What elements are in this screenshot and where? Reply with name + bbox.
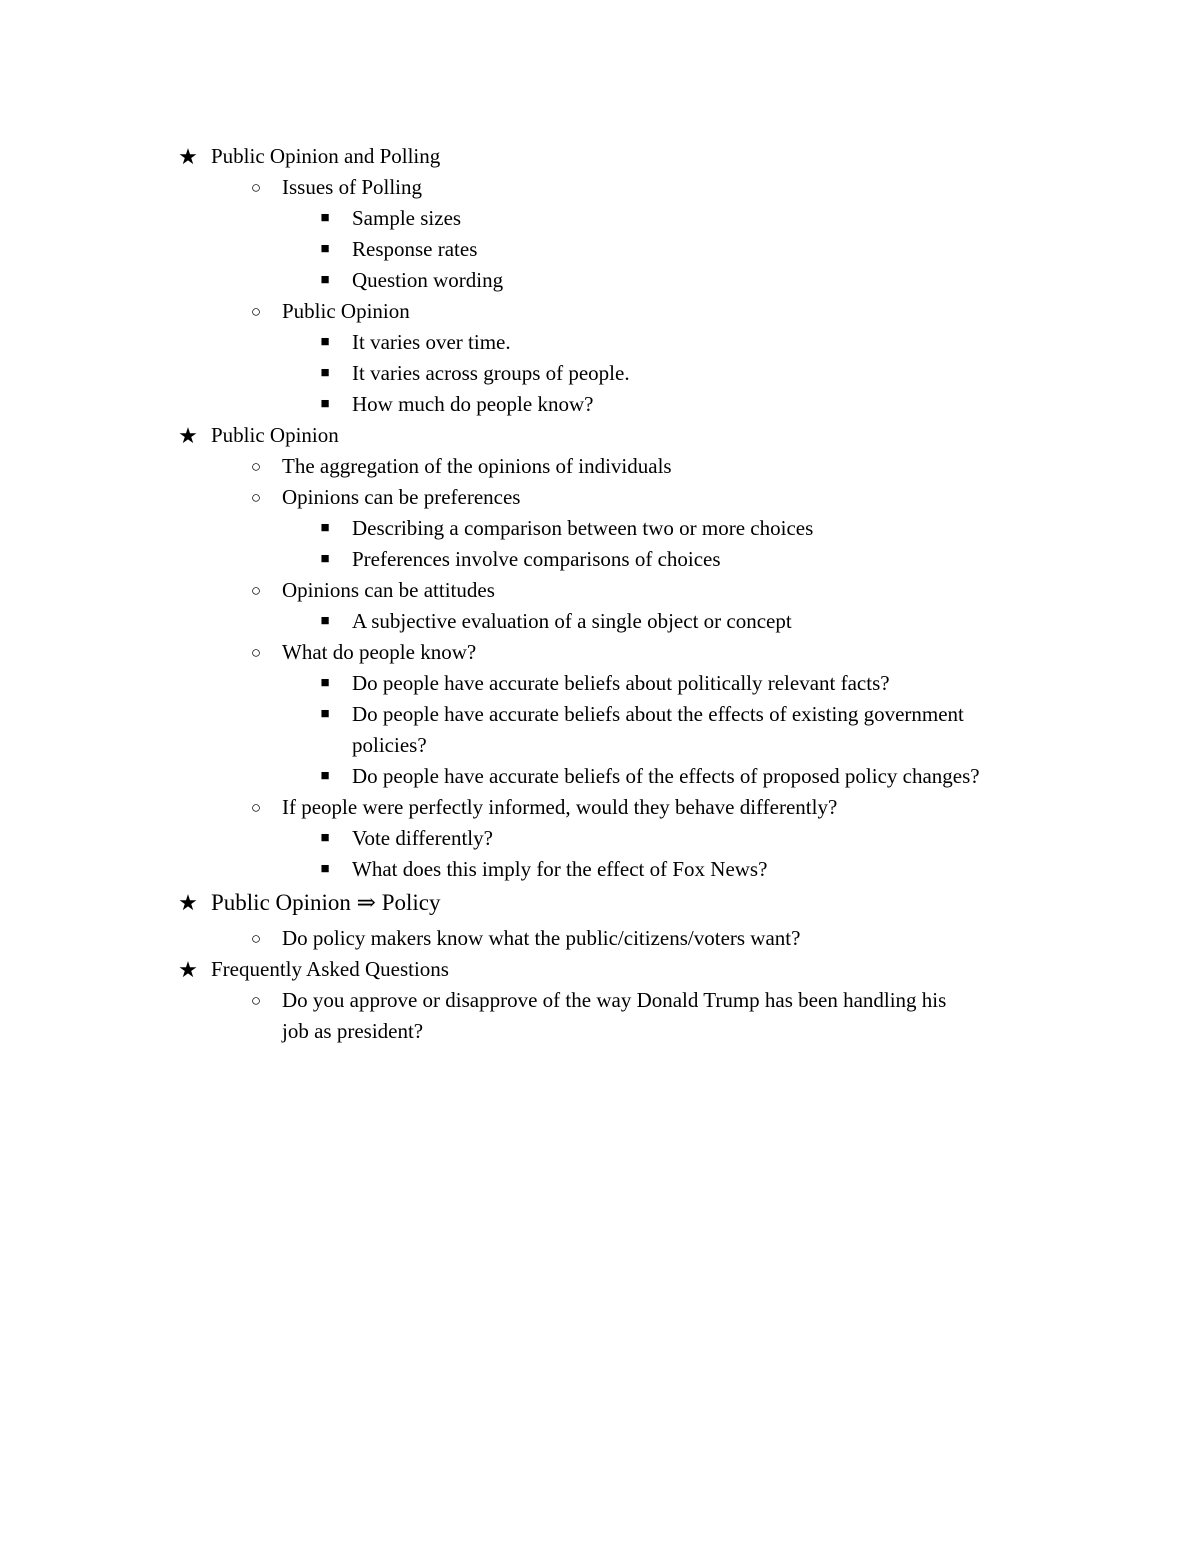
star-bullet-icon: ★	[178, 144, 198, 169]
square-bullet-icon: ■	[320, 210, 330, 226]
square-bullet-icon: ■	[320, 613, 330, 629]
point-text: Response rates	[352, 237, 478, 261]
point-text: It varies across groups of people.	[352, 361, 630, 385]
square-bullet-icon: ■	[320, 520, 330, 536]
square-bullet-icon: ■	[320, 830, 330, 846]
square-bullet-icon: ■	[320, 706, 330, 722]
point-text: Do people have accurate beliefs of the effects of proposed policy changes?	[352, 764, 980, 788]
circle-bullet-icon: ○	[250, 302, 262, 321]
point-text-continuation: policies?	[352, 733, 427, 757]
subtopic-label: Opinions can be attitudes	[282, 578, 495, 602]
subtopic-label: The aggregation of the opinions of individuals	[282, 454, 672, 478]
point-text: Preferences involve comparisons of choices	[352, 547, 721, 571]
square-bullet-icon: ■	[320, 241, 330, 257]
circle-bullet-icon: ○	[250, 798, 262, 817]
circle-bullet-icon: ○	[250, 581, 262, 600]
star-bullet-icon: ★	[178, 890, 198, 915]
point-text: Describing a comparison between two or more choices	[352, 516, 814, 540]
square-bullet-icon: ■	[320, 551, 330, 567]
point-text: Vote differently?	[352, 826, 493, 850]
point-text: Question wording	[352, 268, 504, 292]
subtopic-label: Do policy makers know what the public/citizens/voters want?	[282, 926, 801, 950]
heading-part-policy: Policy	[381, 890, 441, 915]
square-bullet-icon: ■	[320, 861, 330, 877]
point-text: Do people have accurate beliefs about politically relevant facts?	[352, 671, 890, 695]
point-text: It varies over time.	[352, 330, 511, 354]
implies-arrow-icon: ⇒	[356, 890, 376, 915]
circle-bullet-icon: ○	[250, 178, 262, 197]
point-text: What does this imply for the effect of Fox News?	[352, 857, 768, 881]
square-bullet-icon: ■	[320, 675, 330, 691]
point-text: Sample sizes	[352, 206, 462, 230]
section-heading	[211, 887, 440, 918]
subtopic-label: Public Opinion	[282, 299, 410, 323]
star-bullet-icon: ★	[178, 957, 198, 982]
point-text: A subjective evaluation of a single object or concept	[352, 609, 792, 633]
subtopic-label: Issues of Polling	[282, 175, 423, 199]
section-heading: Public Opinion and Polling	[211, 144, 441, 168]
subtopic-label: If people were perfectly informed, would they behave differently?	[282, 795, 838, 819]
square-bullet-icon: ■	[320, 768, 330, 784]
heading-part-public-opinion: Public Opinion	[211, 890, 351, 915]
circle-bullet-icon: ○	[250, 929, 262, 948]
subtopic-label: Do you approve or disapprove of the way Donald Trump has been handling his	[282, 988, 947, 1012]
circle-bullet-icon: ○	[250, 643, 262, 662]
square-bullet-icon: ■	[320, 365, 330, 381]
section-heading: Public Opinion	[211, 423, 339, 447]
subtopic-label: What do people know?	[282, 640, 477, 664]
circle-bullet-icon: ○	[250, 457, 262, 476]
subtopic-label: Opinions can be preferences	[282, 485, 521, 509]
point-text: Do people have accurate beliefs about the effects of existing government	[352, 702, 964, 726]
circle-bullet-icon: ○	[250, 991, 262, 1010]
section-heading: Frequently Asked Questions	[211, 957, 449, 981]
star-bullet-icon: ★	[178, 423, 198, 448]
square-bullet-icon: ■	[320, 272, 330, 288]
point-text: How much do people know?	[352, 392, 594, 416]
square-bullet-icon: ■	[320, 334, 330, 350]
subtopic-label-continuation: job as president?	[282, 1019, 424, 1043]
square-bullet-icon: ■	[320, 396, 330, 412]
circle-bullet-icon: ○	[250, 488, 262, 507]
